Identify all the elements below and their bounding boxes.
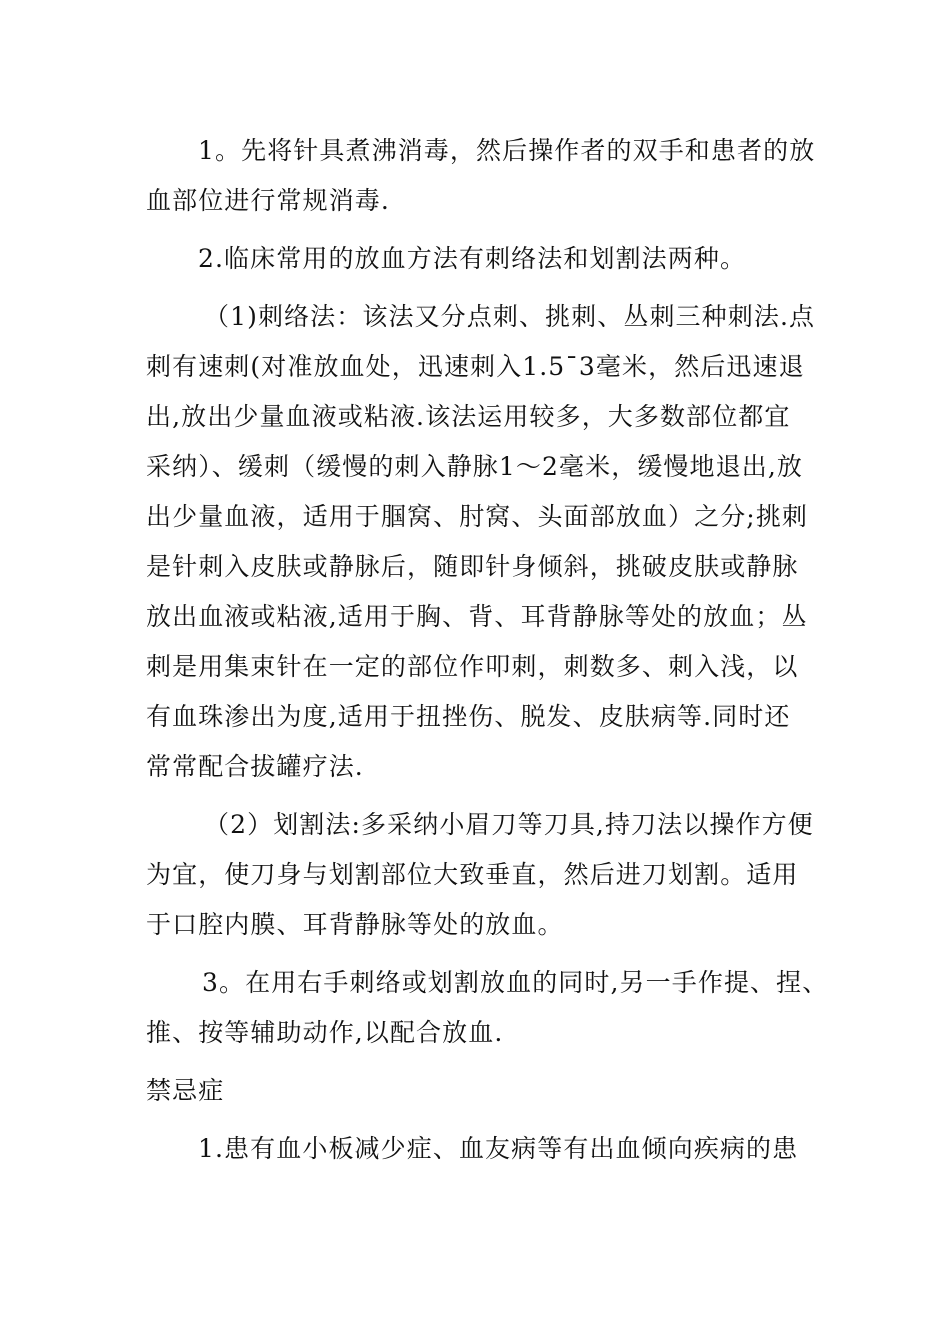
paragraph-3-line-2: 刺有速刺(对准放血处，迅速刺入1.5¯3毫米，然后迅速退 [146, 352, 805, 381]
paragraph-3-line-1: （1)刺络法：该法又分点刺、挑刺、丛刺三种刺法.点 [204, 302, 816, 331]
paragraph-5-line-1: 3。在用右手刺络或划割放血的同时,另一手作提、捏、 [202, 968, 829, 997]
paragraph-1-line-1: 1。先将针具煮沸消毒，然后操作者的双手和患者的放 [198, 136, 816, 165]
paragraph-4-line-2: 为宜，使刀身与划割部位大致垂直，然后进刀划割。适用 [146, 860, 799, 889]
paragraph-6-line-1: 1.患有血小板减少症、血友病等有出血倾向疾病的患 [198, 1134, 799, 1163]
paragraph-1-line-2: 血部位进行常规消毒. [146, 186, 390, 215]
paragraph-3-line-10: 常常配合拔罐疗法. [146, 752, 364, 781]
paragraph-3-line-9: 有血珠渗出为度,适用于扭挫伤、脱发、皮肤病等.同时还 [146, 702, 791, 731]
paragraph-3-line-3: 出,放出少量血液或粘液.该法运用较多，大多数部位都宜 [146, 402, 791, 431]
paragraph-5-line-2: 推、按等辅助动作,以配合放血. [146, 1018, 504, 1047]
paragraph-3-line-7: 放出血液或粘液,适用于胸、背、耳背静脉等处的放血；丛 [146, 602, 808, 631]
paragraph-3-line-4: 采纳）、缓刺（缓慢的刺入静脉1～2毫米，缓慢地退出,放 [146, 452, 803, 481]
paragraph-3-line-5: 出少量血液，适用于腘窝、肘窝、头面部放血）之分;挑刺 [146, 502, 809, 531]
paragraph-4-line-1: （2）划割法:多采纳小眉刀等刀具,持刀法以操作方便 [204, 810, 814, 839]
paragraph-3-line-8: 刺是用集束针在一定的部位作叩刺，刺数多、刺入浅，以 [146, 652, 799, 681]
paragraph-2-line-1: 2.临床常用的放血方法有刺络法和划割法两种。 [198, 244, 747, 273]
section-heading-contraindications: 禁忌症 [146, 1076, 225, 1105]
paragraph-3-line-6: 是针刺入皮肤或静脉后，随即针身倾斜，挑破皮肤或静脉 [146, 552, 799, 581]
paragraph-4-line-3: 于口腔内膜、耳背静脉等处的放血。 [146, 910, 564, 939]
